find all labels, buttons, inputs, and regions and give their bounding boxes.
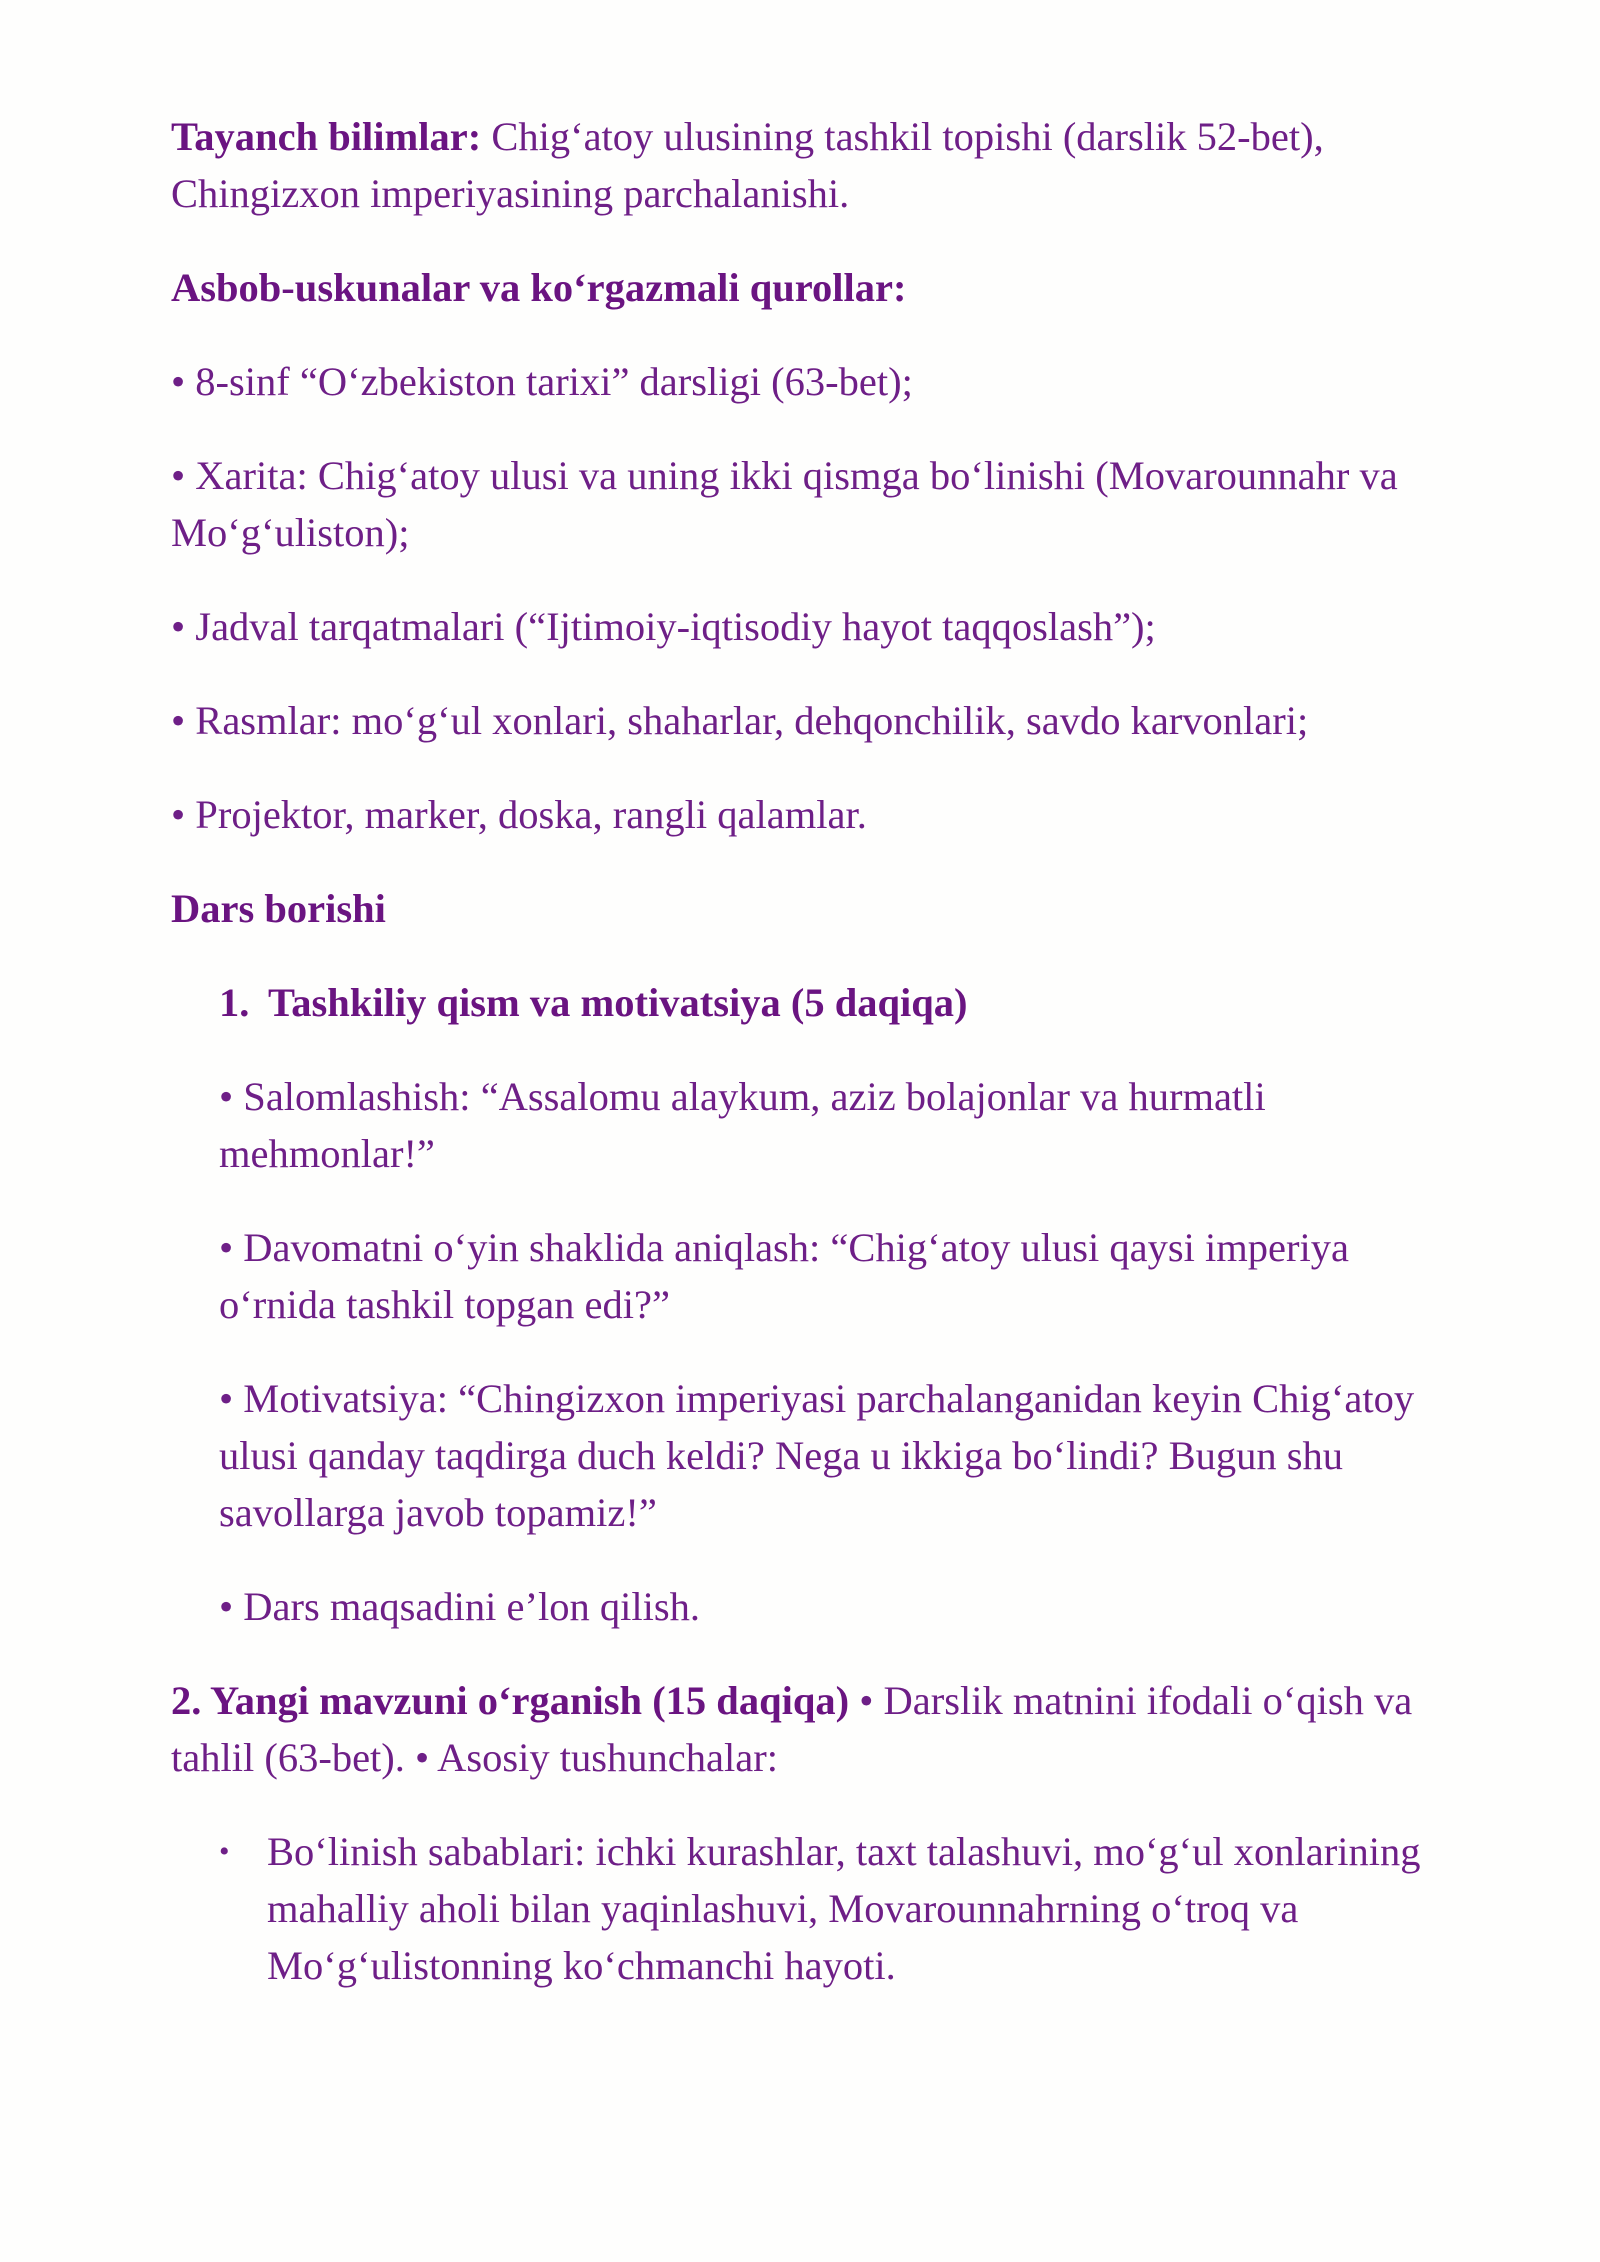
list-item — [219, 1823, 1461, 1994]
tayanch-text: Chig‘atoy ulusining tashkil topishi (darslik 52-bet), Chingizxon imperiyasining parchalanishi. — [171, 114, 1324, 216]
part2-title: 2. Yangi mavzuni o‘rganish (15 daqiqa) — [171, 1678, 850, 1723]
asbob-item: • Rasmlar: mo‘g‘ul xonlari, shaharlar, dehqonchilik, savdo karvonlari; — [171, 698, 1309, 743]
dars-heading: Dars borishi — [171, 886, 386, 931]
document-page — [171, 108, 1461, 2031]
tayanch-label: Tayanch bilimlar: — [171, 114, 482, 159]
part1-title: Tashkiliy qism va motivatsiya (5 daqiqa) — [268, 980, 968, 1025]
asbob-item: • Jadval tarqatmalari (“Ijtimoiy-iqtisodiy hayot taqqoslash”); — [171, 604, 1156, 649]
part1-item: • Motivatsiya: “Chingizxon imperiyasi parchalanganidan keyin Chig‘atoy ulusi qanday taqdirga duch keldi? Nega u ikkiga bo‘lindi? Bugun shu savollarga javob topamiz!” — [219, 1376, 1415, 1535]
tayanch-paragraph — [171, 108, 1461, 222]
part1-heading — [219, 974, 1461, 1031]
part1-number: 1. — [219, 980, 250, 1025]
part1-item: • Davomatni o‘yin shaklida aniqlash: “Chig‘atoy ulusi qaysi imperiya o‘rnida tashkil topgan edi?” — [219, 1225, 1349, 1327]
asbob-item: • Xarita: Chig‘atoy ulusi va uning ikki qismga bo‘linishi (Movarounnahr va Mo‘g‘uliston); — [171, 453, 1398, 555]
part2-text: • Darslik matnini ifodali o‘qish va tahlil (63-bet). • Asosiy tushunchalar: — [171, 1678, 1413, 1780]
bullet-marker: • — [219, 1835, 230, 1868]
part2-paragraph — [171, 1672, 1461, 1786]
part1-item: • Salomlashish: “Assalomu alaykum, aziz bolajonlar va hurmatli mehmonlar!” — [219, 1074, 1266, 1176]
asbob-item: • 8-sinf “O‘zbekiston tarixi” darsligi (63-bet); — [171, 359, 913, 404]
part1-item: • Dars maqsadini e’lon qilish. — [219, 1584, 700, 1629]
asbob-heading: Asbob-uskunalar va ko‘rgazmali qurollar: — [171, 265, 907, 310]
part2-bullet-list — [219, 1823, 1461, 1994]
part2-bullet-text: Bo‘linish sabablari: ichki kurashlar, taxt talashuvi, mo‘g‘ul xonlarining mahalliy aholi bilan yaqinlashuvi, Movarounnahrning o‘troq va Mo‘g‘ulistonning ko‘chmanchi hayoti. — [267, 1829, 1421, 1988]
asbob-item: • Projektor, marker, doska, rangli qalamlar. — [171, 792, 867, 837]
